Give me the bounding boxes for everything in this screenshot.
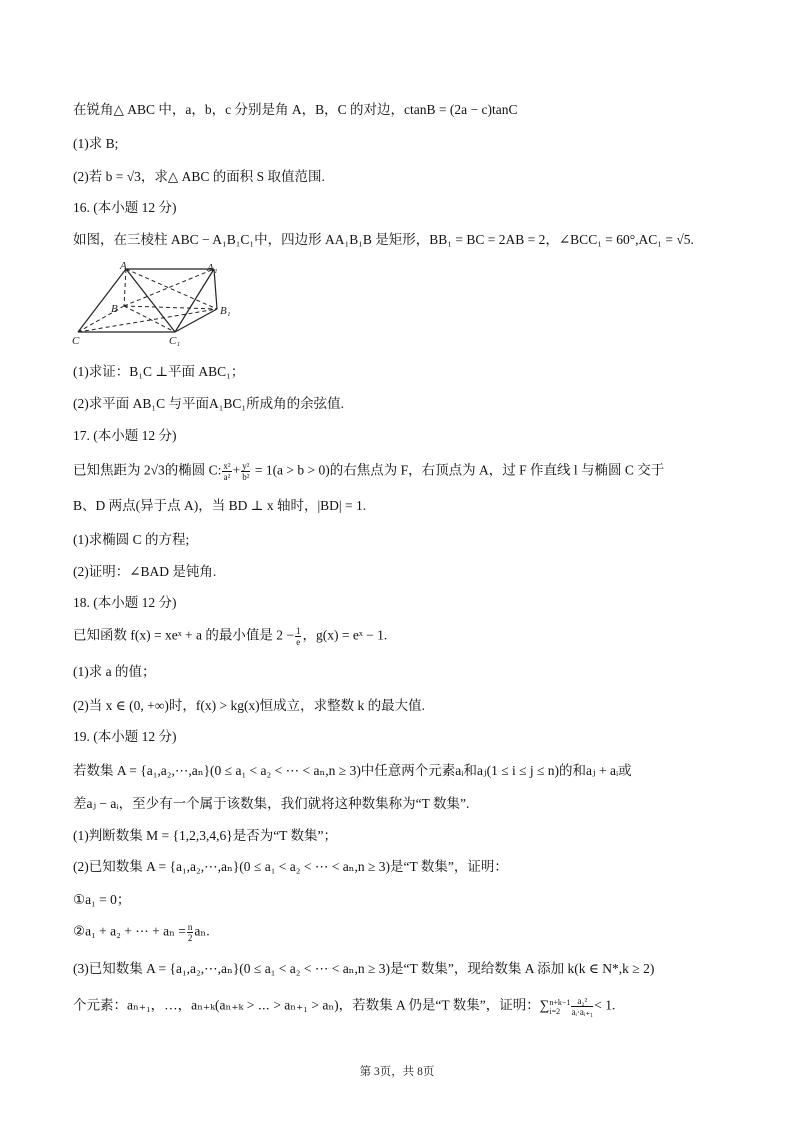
problem15-part2: (2)若 b = √3，求△ ABC 的面积 S 取值范围.: [73, 169, 325, 184]
problem19-statement-cont: 差aⱼ − aᵢ，至少有一个属于该数集，我们就将这种数集称为“T 数集”.: [73, 796, 470, 811]
fraction-x2-a2: $\frac{\text{x²}}{\text{a²}}$: [223, 461, 231, 482]
problem18-part2: (2)当 x ∈ (0, +∞)时，f(x) > kg(x)恒成立，求整数 k 的最大值.: [73, 698, 426, 713]
problem19-item2-text-b: aₙ.: [194, 923, 210, 939]
sum-limits: n+k−1 i=2: [549, 997, 571, 1016]
problem19-item2-text-a: ②a₁ + a₂ + ⋯ + aₙ =: [73, 923, 186, 939]
plus-sign: +: [232, 462, 241, 478]
fraction-y2-b2: $\frac{\text{y²}}{\text{b²}}$: [242, 461, 250, 482]
problem17-part1: (1)求椭圆 C 的方程;: [73, 532, 190, 547]
problem19-part1: (1)判断数集 M = {1,2,3,4,6}是否为“T 数集”；: [73, 828, 338, 843]
prism-figure: [70, 262, 240, 347]
problem18-statement: [73, 626, 387, 647]
problem16-part2: (2)求平面 AB₁C 与平面A₁BC₁所成角的余弦值.: [73, 396, 345, 411]
problem19-part3-text-c: < 1.: [594, 997, 616, 1013]
problem16-part1: (1)求证：B₁C ⊥平面 ABC₁；: [73, 364, 245, 379]
problem17-text-b: = 1(a > b > 0)的右焦点为 F，右顶点为 A，过 F 作直线 l 与椭圆 C 交于: [251, 462, 665, 478]
problem19-part2-item1: ①a₁ = 0；: [73, 892, 131, 907]
problem19-part3-text-a: 个元素：aₙ₊₁，…，aₙ₊ₖ(aₙ₊ₖ > ⋯ > aₙ₊₁ > aₙ)，若数集 A 仍是“T 数集”，证明：∑: [73, 997, 550, 1013]
problem15-part1: (1)求 B;: [73, 136, 119, 151]
fraction-a22-aiai1: $\frac{\text{a₂²}}{\text{aᵢ·aᵢ₊₁}}$: [571, 996, 594, 1017]
problem19-part2-item2: [73, 922, 210, 943]
page-footer: 第 3页，共 8页: [359, 1066, 435, 1078]
vertex-label-a1: A₁: [207, 262, 218, 274]
problem19-heading: 19. (本小题 12 分): [73, 729, 177, 744]
problem17-heading: 17. (本小题 12 分): [73, 428, 177, 443]
problem16-heading: 16. (本小题 12 分): [73, 200, 177, 215]
fraction-1-e: $\frac{1}{e}$: [295, 626, 301, 647]
problem15-statement: 在锐角△ ABC 中，a，b，c 分别是角 A，B，C 的对边，ctanB = (2a − c)tanC: [73, 102, 518, 117]
problem17-statement: [73, 461, 664, 482]
problem18-heading: 18. (本小题 12 分): [73, 595, 177, 610]
problem18-text-a: 已知函数 f(x) = xeˣ + a 的最小值是 2 −: [73, 627, 294, 643]
problem16-statement: 如图，在三棱柱 ABC − A₁B₁C₁中，四边形 AA₁B₁B 是矩形，BB₁ = BC = 2AB = 2，∠BCC₁ = 60°,AC₁ = √5.: [73, 232, 694, 247]
fraction-n-2: $\frac{n}{2}$: [187, 922, 193, 943]
problem17-text-a: 已知焦距为 2√3的椭圆 C:: [73, 462, 222, 478]
vertex-label-a: A: [120, 262, 127, 272]
problem19-statement: 若数集 A = {a₁,a₂,⋯,aₙ}(0 ≤ a₁ < a₂ < ⋯ < aₙ,n ≥ 3)中任意两个元素aᵢ和aⱼ(1 ≤ i ≤ j ≤ n)的和aⱼ + aᵢ或: [73, 763, 632, 778]
vertex-label-b: B: [111, 303, 118, 315]
problem17-part2: (2)证明：∠BAD 是钝角.: [73, 564, 217, 579]
vertex-label-c: C: [72, 335, 80, 347]
problem18-part1: (1)求 a 的值；: [73, 664, 156, 679]
vertex-label-c1: C₁: [169, 335, 181, 347]
problem19-part3: (3)已知数集 A = {a₁,a₂,⋯,aₙ}(0 ≤ a₁ < a₂ < ⋯ < aₙ,n ≥ 3)是“T 数集”，现给数集 A 添加 k(k ∈ N*,k ≥ 2): [73, 961, 655, 976]
problem19-part2: (2)已知数集 A = {a₁,a₂,⋯,aₙ}(0 ≤ a₁ < a₂ < ⋯ < aₙ,n ≥ 3)是“T 数集”，证明：: [73, 859, 508, 874]
vertex-label-b1: B₁: [220, 305, 231, 317]
problem17-statement-cont: B、D 两点(异于点 A)，当 BD ⊥ x 轴时，|BD| = 1.: [73, 498, 367, 513]
problem18-text-b: ，g(x) = eˣ − 1.: [302, 627, 388, 643]
problem19-part3-cont: [73, 996, 615, 1017]
